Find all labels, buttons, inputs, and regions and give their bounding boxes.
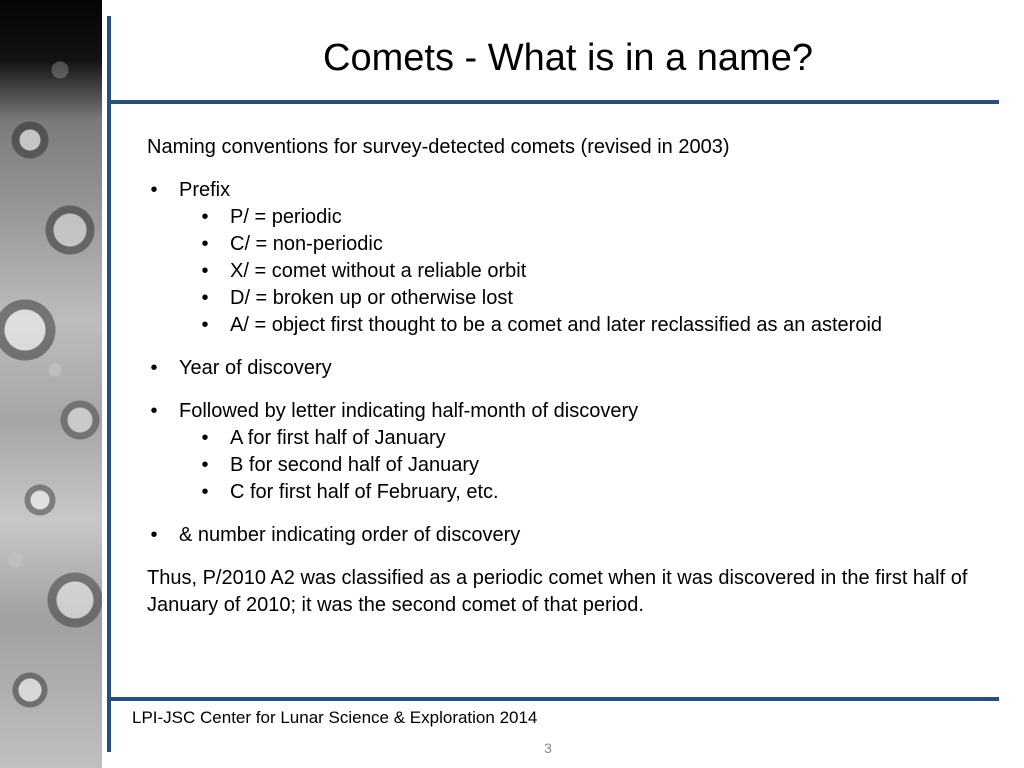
sub-bullet (179, 425, 1007, 452)
sub-bullet (179, 479, 1007, 506)
bullet-glyph: • (201, 206, 209, 228)
sub-bullet-text: X/ = comet without a reliable orbit (230, 260, 527, 282)
bullet-half-month (147, 398, 1007, 506)
bullet-glyph: • (150, 524, 158, 546)
sub-bullet (179, 231, 1007, 258)
bullet-text: & number indicating order of discovery (179, 524, 521, 546)
sub-bullet (179, 452, 1007, 479)
bullet-prefix (147, 177, 1007, 339)
sublist (179, 425, 1007, 506)
sub-bullet (179, 204, 1007, 231)
bullet-glyph: • (150, 400, 158, 422)
sub-bullet (179, 258, 1007, 285)
bullet-text: Year of discovery (179, 357, 332, 379)
footer-divider (107, 697, 999, 701)
bullet-glyph: • (201, 233, 209, 255)
moon-surface-image (0, 0, 102, 768)
bullet-glyph: • (201, 314, 209, 336)
bullet-glyph: • (201, 260, 209, 282)
bullet-text: Followed by letter indicating half-month of discovery (179, 400, 639, 422)
sub-bullet-text: C/ = non-periodic (230, 233, 383, 255)
sub-bullet (179, 285, 1007, 312)
bullet-year (147, 355, 1007, 382)
vertical-divider (107, 16, 111, 752)
slide-title: Comets - What is in a name? (323, 37, 813, 79)
conclusion-text: Thus, P/2010 A2 was classified as a periodic comet when it was discovered in the first half of January of 2010; it was the second comet of that period. (147, 567, 968, 616)
slide-content (147, 134, 1007, 635)
footer-text: LPI-JSC Center for Lunar Science & Exploration 2014 (132, 708, 538, 727)
page-number: 3 (544, 740, 552, 756)
bullet-glyph: • (201, 481, 209, 503)
bullet-text: Prefix (179, 179, 231, 201)
sub-bullet (179, 312, 1007, 339)
bullet-glyph: • (150, 357, 158, 379)
bullet-glyph: • (201, 427, 209, 449)
sub-bullet-text: A for first half of January (230, 427, 446, 449)
bullet-glyph: • (201, 454, 209, 476)
sub-bullet-text: P/ = periodic (230, 206, 342, 228)
title-divider (107, 100, 999, 104)
bullet-glyph: • (201, 287, 209, 309)
sub-bullet-text: D/ = broken up or otherwise lost (230, 287, 513, 309)
sub-bullet-text: C for first half of February, etc. (230, 481, 499, 503)
sub-bullet-text: B for second half of January (230, 454, 480, 476)
intro-text: Naming conventions for survey-detected comets (revised in 2003) (147, 136, 730, 158)
sublist (179, 204, 1007, 339)
bullet-glyph: • (150, 179, 158, 201)
bullet-order (147, 522, 1007, 549)
sub-bullet-text: A/ = object first thought to be a comet and later reclassified as an asteroid (230, 314, 883, 336)
